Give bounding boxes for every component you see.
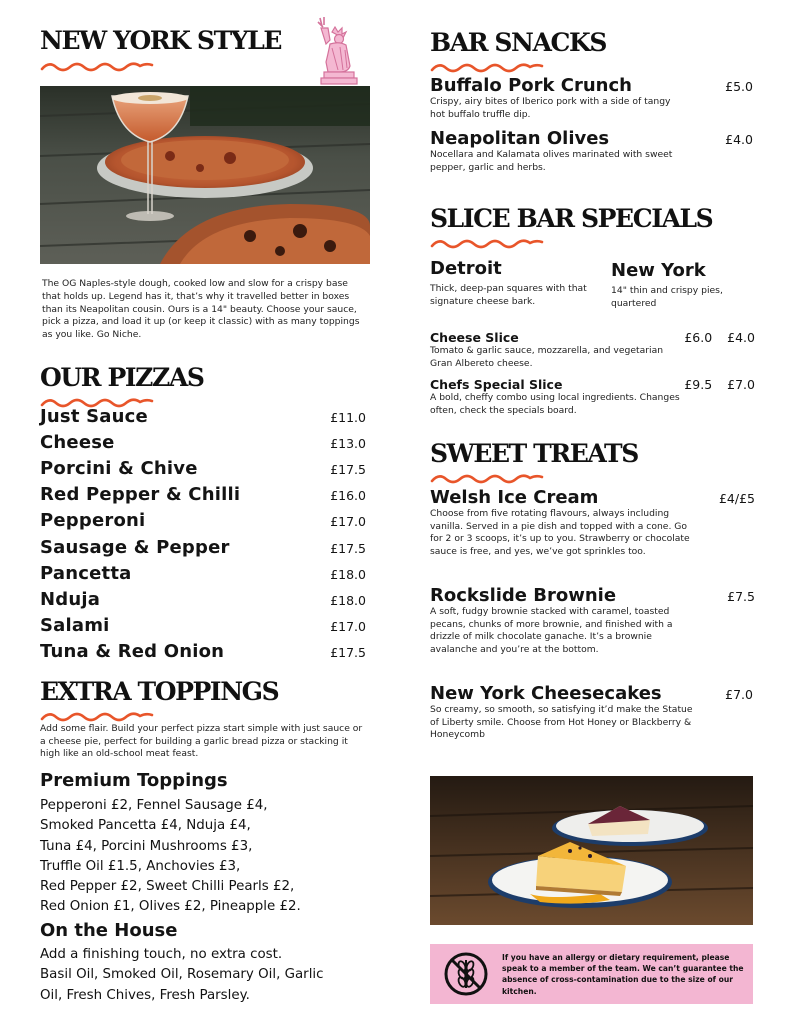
new-york-style-title: NEW YORK STYLE bbox=[40, 26, 282, 55]
new-york-description: 14" thin and crispy pies, quartered bbox=[611, 285, 723, 309]
slice-description: Tomato & garlic sauce, mozzarella, and vegetarian Gran Albereto cheese. bbox=[430, 345, 664, 369]
new-york-price: £7.0 bbox=[727, 377, 755, 392]
sweet-item bbox=[430, 585, 755, 656]
no-gluten-icon bbox=[442, 950, 490, 998]
pizza-name: Just Sauce bbox=[40, 406, 148, 427]
detroit-description: Thick, deep-pan squares with that signature cheese bark. bbox=[430, 283, 587, 307]
sweet-price: £7.0 bbox=[725, 687, 753, 702]
pizza-cocktail-photo bbox=[40, 86, 370, 264]
pizza-name: Sausage & Pepper bbox=[40, 537, 230, 558]
bar-snacks-title: BAR SNACKS bbox=[430, 28, 606, 57]
pizza-name: Tuna & Red Onion bbox=[40, 641, 225, 662]
pizza-price: £17.0 bbox=[330, 619, 366, 634]
sweet-name: Welsh Ice Cream bbox=[430, 487, 599, 508]
sweet-description: Choose from five rotating flavours, always including vanilla. Served in a pie dish and topped with a cone. Go for 2 or 3 scoops, it’s up to you. Strawberry or chocolate sauce is free, and yes, we’ve got sprinkles too. bbox=[430, 508, 690, 557]
pizza-name: Cheese bbox=[40, 432, 115, 453]
sweet-name: New York Cheesecakes bbox=[430, 683, 662, 704]
new-york-heading: New York bbox=[611, 260, 706, 281]
new-york-price: £4.0 bbox=[727, 330, 755, 345]
statue-of-liberty-icon bbox=[312, 14, 364, 86]
pizza-name: Salami bbox=[40, 615, 110, 636]
on-the-house-line: Oil, Fresh Chives, Fresh Parsley. bbox=[40, 987, 250, 1003]
pizza-price: £17.5 bbox=[330, 462, 366, 477]
squiggle-underline-icon bbox=[430, 237, 546, 249]
detroit-column bbox=[430, 258, 595, 308]
pizza-item bbox=[40, 432, 368, 453]
toppings-description: Add some flair. Build your perfect pizza start simple with just sauce or a cheese pie, perfect for building a garlic bread pizza or stacking it high like an old-school meat feast. bbox=[40, 723, 363, 759]
slice-prices bbox=[684, 377, 755, 392]
squiggle-underline-icon bbox=[430, 61, 546, 73]
allergy-text: If you have an allergy or dietary requirement, please speak to a member of the team. We can’t guarantee the absence of cross-contamination due to the size of our kitchen. bbox=[502, 953, 744, 996]
sweet-price: £4/£5 bbox=[718, 491, 755, 506]
detroit-price: £6.0 bbox=[684, 330, 713, 345]
premium-toppings-line: Smoked Pancetta £4, Nduja £4, bbox=[40, 818, 251, 834]
snack-item bbox=[430, 75, 753, 121]
our-pizzas-title: OUR PIZZAS bbox=[40, 363, 204, 392]
pizza-price: £17.5 bbox=[330, 645, 366, 660]
pizza-name: Red Pepper & Chilli bbox=[40, 484, 241, 505]
detroit-price: £9.5 bbox=[684, 377, 713, 392]
sweet-description: A soft, fudgy brownie stacked with caramel, toasted pecans, chunks of more brownie, and finished with a drizzle of milk chocolate ganache. It’s a brownie avalanche and you’re at the bottom. bbox=[430, 606, 673, 655]
on-the-house-line: Add a finishing touch, no extra cost. bbox=[40, 947, 283, 962]
pizza-price: £11.0 bbox=[330, 410, 366, 425]
on-the-house-heading: On the House bbox=[40, 920, 178, 941]
slice-prices bbox=[684, 330, 755, 345]
pizza-item bbox=[40, 406, 368, 427]
premium-toppings-line: Tuna £4, Porcini Mushrooms £3, bbox=[40, 838, 253, 854]
pizza-price: £16.0 bbox=[330, 488, 366, 503]
sweet-price: £7.5 bbox=[727, 589, 755, 604]
pizza-price: £17.5 bbox=[330, 541, 366, 556]
pizza-name: Pepperoni bbox=[40, 510, 146, 531]
on-the-house-list bbox=[40, 945, 324, 1006]
pizza-price: £13.0 bbox=[330, 436, 366, 451]
premium-toppings-line: Red Pepper £2, Sweet Chilli Pearls £2, bbox=[40, 879, 295, 895]
pizza-item bbox=[40, 641, 368, 662]
snack-price: £4.0 bbox=[725, 132, 753, 147]
pizza-name: Nduja bbox=[40, 589, 101, 610]
squiggle-underline-icon bbox=[40, 60, 156, 72]
snack-name: Buffalo Pork Crunch bbox=[430, 75, 632, 96]
snack-price: £5.0 bbox=[725, 79, 753, 94]
allergy-notice bbox=[430, 944, 753, 1004]
snack-item bbox=[430, 128, 753, 174]
pizza-name: Porcini & Chive bbox=[40, 458, 198, 479]
slice-item bbox=[430, 330, 755, 370]
sweet-item bbox=[430, 683, 755, 742]
premium-toppings-line: Pepperoni £2, Fennel Sausage £4, bbox=[40, 798, 268, 813]
sweet-name: Rockslide Brownie bbox=[430, 585, 617, 606]
extra-toppings-title: EXTRA TOPPINGS bbox=[40, 677, 279, 706]
squiggle-underline-icon bbox=[40, 710, 156, 722]
detroit-heading: Detroit bbox=[430, 258, 502, 279]
slice-item bbox=[430, 377, 755, 417]
pizza-item bbox=[40, 537, 368, 558]
premium-toppings-list bbox=[40, 796, 301, 918]
pizza-price: £18.0 bbox=[330, 593, 366, 608]
intro-description: The OG Naples-style dough, cooked low and slow for a crispy base that holds up. Legend has it, that’s why it travelled better in boxes than its Neapolitan cousin. Ours is a 14" beauty. Choose your sauce, pick a pizza, and load it up (or keep it classic) with as many toppings as you like. Go Niche. bbox=[42, 278, 360, 341]
pizza-item bbox=[40, 589, 368, 610]
sweet-description: So creamy, so smooth, so satisfying it’d make the Statue of Liberty smile. Choose from Hot Honey or Blackberry & Honeycomb bbox=[430, 704, 693, 740]
on-the-house-line: Basil Oil, Smoked Oil, Rosemary Oil, Garlic bbox=[40, 967, 324, 983]
premium-toppings-heading: Premium Toppings bbox=[40, 770, 228, 791]
squiggle-underline-icon bbox=[430, 472, 546, 484]
pizza-item bbox=[40, 510, 368, 531]
slice-name: Chefs Special Slice bbox=[430, 377, 563, 392]
pizza-item bbox=[40, 458, 368, 479]
pizza-item bbox=[40, 484, 368, 505]
cheesecake-photo bbox=[430, 776, 753, 925]
sweet-item bbox=[430, 487, 755, 558]
premium-toppings-line: Truffle Oil £1.5, Anchovies £3, bbox=[40, 858, 241, 874]
snack-description: Crispy, airy bites of Iberico pork with a side of tangy hot buffalo truffle dip. bbox=[430, 96, 671, 120]
slice-bar-specials-title: SLICE BAR SPECIALS bbox=[430, 204, 713, 233]
premium-toppings-line: Red Onion £1, Olives £2, Pineapple £2. bbox=[40, 899, 301, 915]
pizza-price: £18.0 bbox=[330, 567, 366, 582]
new-york-column bbox=[611, 260, 761, 310]
slice-description: A bold, cheffy combo using local ingredients. Changes often, check the specials board. bbox=[430, 392, 680, 416]
snack-name: Neapolitan Olives bbox=[430, 128, 610, 149]
pizza-item bbox=[40, 615, 368, 636]
pizza-item bbox=[40, 563, 368, 584]
pizza-name: Pancetta bbox=[40, 563, 132, 584]
slice-name: Cheese Slice bbox=[430, 330, 519, 345]
snack-description: Nocellara and Kalamata olives marinated with sweet pepper, garlic and herbs. bbox=[430, 149, 673, 173]
sweet-treats-title: SWEET TREATS bbox=[430, 439, 638, 468]
pizza-price: £17.0 bbox=[330, 514, 366, 529]
